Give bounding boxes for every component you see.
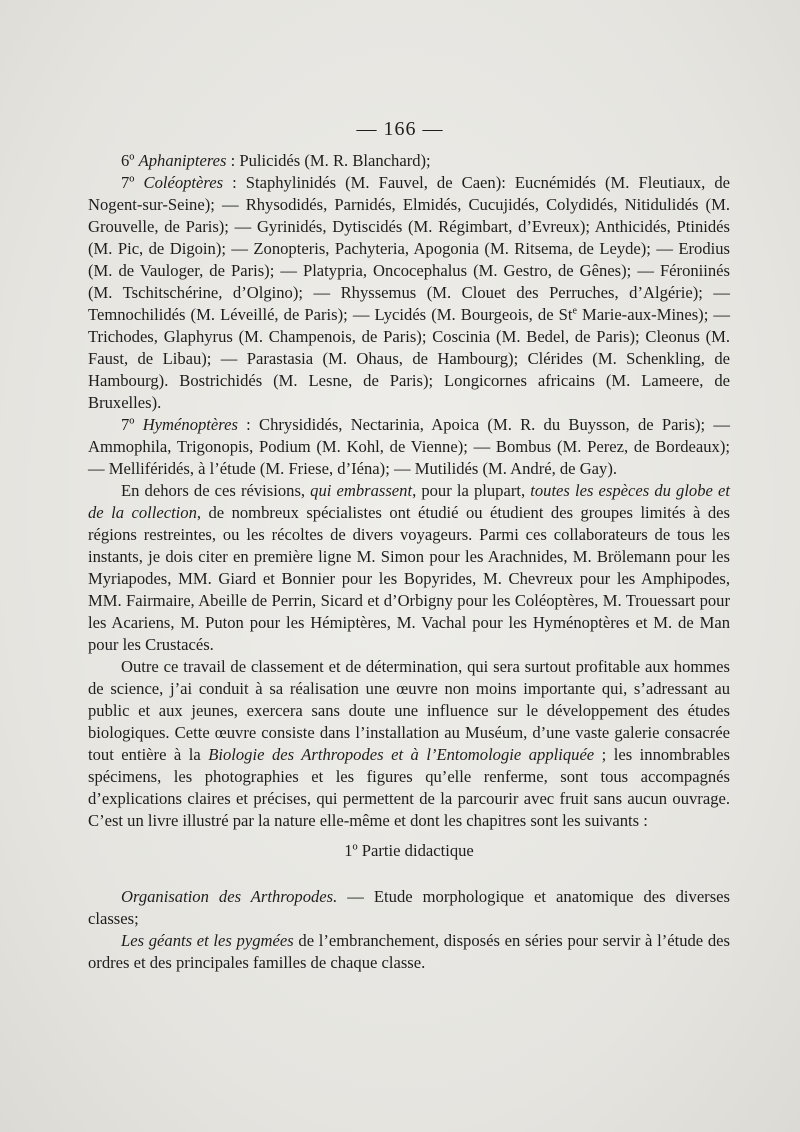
- paragraph-galerie: [88, 656, 730, 832]
- order-label: Aphanipteres: [138, 151, 227, 170]
- text-run: , de nombreux spécialistes ont étudié ou étudient des groupes limités à des régions restreintes, ou les récoltes de divers voyageurs. Parmi ces collaborateurs de tous les instants, je dois citer en première ligne M. Simon pour les Arachnides, M. Brölemann pour les Myriapodes, MM. Giard et Bonnier pour les Bopyrides, M. Chevreux pour les Amphipodes, MM. Fairmaire, Abeille de Perrin, Sicard et d’Orbigny pour les Coléoptères, M. Trouessart pour les Acariens, M. Puton pour les Hémiptères, M. Vachal pour les Hyménoptères et M. de Man pour les Crustacés.: [88, 503, 730, 654]
- text-run: ; les innombrables spécimens, les photographies et les figures qu’elle renferme, sont tous accompagnés d’explications claires et précises, qui permettent de la parcourir avec fruit sans aucun ouvrage. C’est un livre illustré par la nature elle-même et dont les chapitres sont les suivants :: [88, 745, 730, 830]
- text-run: Outre ce travail de classement et de détermination, qui sera surtout profitable aux hommes de science, j’ai conduit à sa réalisation une œuvre non moins importante qui, s’adressant au public et aux jeunes, exercera sans doute une influence sur le développement des études biologiques. Cette œuvre consiste dans l’installation au Muséum, d’une vaste galerie consacrée tout entière à la: [88, 657, 730, 764]
- italic-run: Biologie des Arthropodes et à l’Entomologie appliquée: [208, 745, 595, 764]
- item-number: 6º: [121, 151, 135, 170]
- paragraph-revisions: [88, 480, 730, 656]
- text-run: de l’embranchement, disposés en séries pour servir à l’étude des ordres et des principales familles de chaque classe.: [88, 931, 730, 972]
- paragraph-text: : Chrysididés, Nectarinia, Apoica (M. R. du Buysson, de Paris); — Ammophila, Trigonopis, Podium (M. Kohl, de Vienne); — Bombus (M. Perez, de Bordeaux); — Melliféridés, à l’étude (M. Friese, d’Iéna); — Mutilidés (M. André, de Gay).: [88, 415, 730, 478]
- paragraph-aphanipteres: [88, 150, 730, 172]
- text-run: — Etude morphologique et anatomique des diverses classes;: [88, 887, 730, 928]
- paragraph-hymenopteres: [88, 414, 730, 480]
- paragraph-text: : Pulicidés (M. R. Blanchard);: [226, 151, 431, 170]
- italic-run: qui embrassent: [310, 481, 413, 500]
- italic-run: toutes les espèces du globe et de la collection: [88, 481, 730, 522]
- page-number: — 166 —: [356, 118, 444, 140]
- body-text: [88, 150, 730, 974]
- superscript: e: [572, 305, 577, 317]
- item-number: 7º: [121, 173, 135, 192]
- text-run: , pour la plupart,: [412, 481, 531, 500]
- paragraph-geants: [88, 930, 730, 974]
- italic-run: Organisation des Arthropodes.: [121, 887, 338, 906]
- item-number: 7º: [121, 415, 135, 434]
- order-label: Coléoptères: [143, 173, 224, 192]
- italic-run: Les géants et les pygmées: [121, 931, 294, 950]
- paragraph-organisation: [88, 886, 730, 930]
- paragraph-coleopteres: [88, 172, 730, 414]
- paragraph-text: : Staphylinidés (M. Fauvel, de Caen): Eucnémidés (M. Fleutiaux, de Nogent-sur-Seine); — Rhysodidés, Parnidés, Elmidés, Cucujidés, Colydidés, Nitidulidés (M. Grouvelle, de Paris); — Gyrinidés, Dytiscidés (M. Régimbart, d’Evreux); Anthicidés, Ptinidés (M. Pic, de Digoin); — Zonopteris, Pachyteria, Apogonia (M. Ritsema, de Leyde); — Erodius (M. de Vauloger, de Paris); — Platypria, Oncocephalus (M. Gestro, de Gênes); — Féroniinés (M. Tschitschérine, d’Olgino); — Rhyssemus (M. Clouet des Perruches, d’Algérie); — Temnochilidés (M. Léveillé, de Paris); — Lycidés (M. Bourgeois, de St: [88, 173, 730, 324]
- paragraph-text-continued: Marie-aux-Mines); — Trichodes, Glaphyrus (M. Champenois, de Paris); Coscinia (M. Bedel, de Paris); Cleonus (M. Faust, de Libau); — Parastasia (M. Ohaus, de Hambourg); Clérides (M. Schenkling, de Hambourg). Bostrichidés (M. Lesne, de Paris); Longicornes africains (M. Lameere, de Bruxelles).: [88, 305, 730, 412]
- text-run: En dehors de ces révisions,: [121, 481, 311, 500]
- section-heading: 1º Partie didactique: [344, 841, 474, 860]
- order-label: Hyménoptères: [142, 415, 238, 434]
